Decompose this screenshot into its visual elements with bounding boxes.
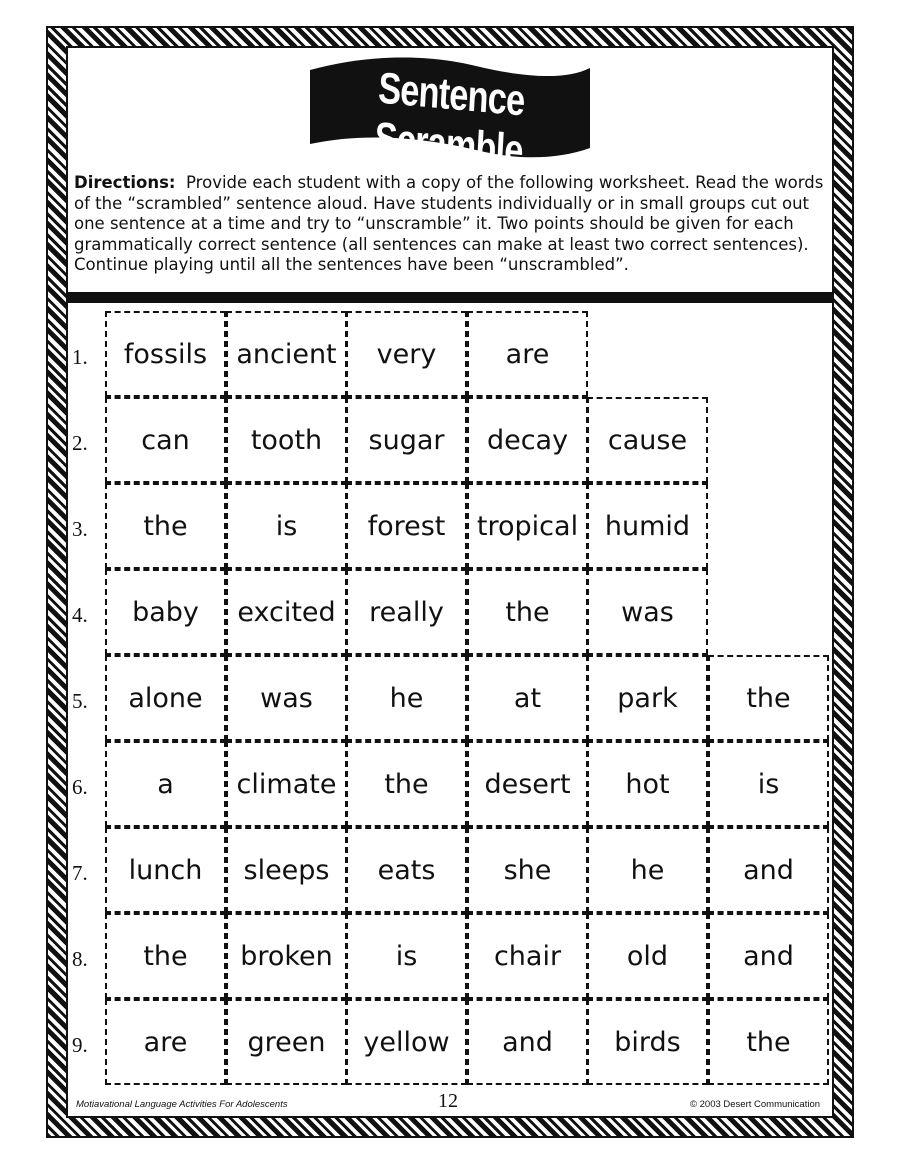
word-card: is: [226, 483, 347, 569]
word-card: eats: [346, 827, 467, 913]
word-card: very: [346, 311, 467, 397]
word-card: baby: [105, 569, 226, 655]
word-card: desert: [467, 741, 588, 827]
word-card: ancient: [226, 311, 347, 397]
word-card: the: [467, 569, 588, 655]
word-card: fossils: [105, 311, 226, 397]
footer-series-title: Motiavational Language Activities For Adolescents: [76, 1099, 288, 1110]
sentence-number: 3.: [72, 517, 88, 541]
word-card: alone: [105, 655, 226, 741]
word-card: the: [105, 913, 226, 999]
word-card: humid: [587, 483, 708, 569]
word-card: he: [346, 655, 467, 741]
word-card: really: [346, 569, 467, 655]
directions-label: Directions:: [74, 173, 176, 192]
word-card: cause: [587, 397, 708, 483]
word-card: he: [587, 827, 708, 913]
divider: [66, 292, 834, 303]
sentence-number: 7.: [72, 861, 88, 885]
word-card: a: [105, 741, 226, 827]
word-card: can: [105, 397, 226, 483]
word-card: tooth: [226, 397, 347, 483]
word-card: chair: [467, 913, 588, 999]
word-card: hot: [587, 741, 708, 827]
word-card: was: [226, 655, 347, 741]
word-card: sleeps: [226, 827, 347, 913]
footer-copyright: © 2003 Desert Communication: [690, 1099, 821, 1110]
word-card: old: [587, 913, 708, 999]
word-card: park: [587, 655, 708, 741]
directions: [74, 173, 826, 276]
word-card: climate: [226, 741, 347, 827]
directions-text: Provide each student with a copy of the following worksheet. Read the words of the “scrambled” sentence aloud. Have students individually or in small groups cut out one sentence at a time and try to “unscramble” it. Two points should be given for each grammatically correct sentence (all sentences can make at least two correct sentences). Continue playing until all the sentences have been “unscrambled”.: [74, 173, 824, 274]
sentence-number: 4.: [72, 603, 88, 627]
word-card: tropical: [467, 483, 588, 569]
word-card: is: [346, 913, 467, 999]
sentence-number: 1.: [72, 345, 88, 369]
word-card: the: [346, 741, 467, 827]
word-card: and: [708, 913, 829, 999]
word-card: are: [105, 999, 226, 1085]
word-card: the: [708, 655, 829, 741]
word-card: at: [467, 655, 588, 741]
word-card: green: [226, 999, 347, 1085]
word-card: yellow: [346, 999, 467, 1085]
sentence-number: 2.: [72, 431, 88, 455]
word-card: broken: [226, 913, 347, 999]
sentence-number: 8.: [72, 947, 88, 971]
sentence-number: 6.: [72, 775, 88, 799]
word-card: the: [105, 483, 226, 569]
page-title: Sentence Scramble: [373, 63, 526, 176]
word-card: and: [708, 827, 829, 913]
word-card: was: [587, 569, 708, 655]
word-card: she: [467, 827, 588, 913]
word-card: are: [467, 311, 588, 397]
word-card: birds: [587, 999, 708, 1085]
word-card: the: [708, 999, 829, 1085]
word-card: forest: [346, 483, 467, 569]
word-card: lunch: [105, 827, 226, 913]
word-card: is: [708, 741, 829, 827]
word-card: and: [467, 999, 588, 1085]
page-number: 12: [438, 1090, 458, 1112]
word-card: decay: [467, 397, 588, 483]
sentence-number: 5.: [72, 689, 88, 713]
sentence-number: 9.: [72, 1033, 88, 1057]
word-card: excited: [226, 569, 347, 655]
word-card: sugar: [346, 397, 467, 483]
